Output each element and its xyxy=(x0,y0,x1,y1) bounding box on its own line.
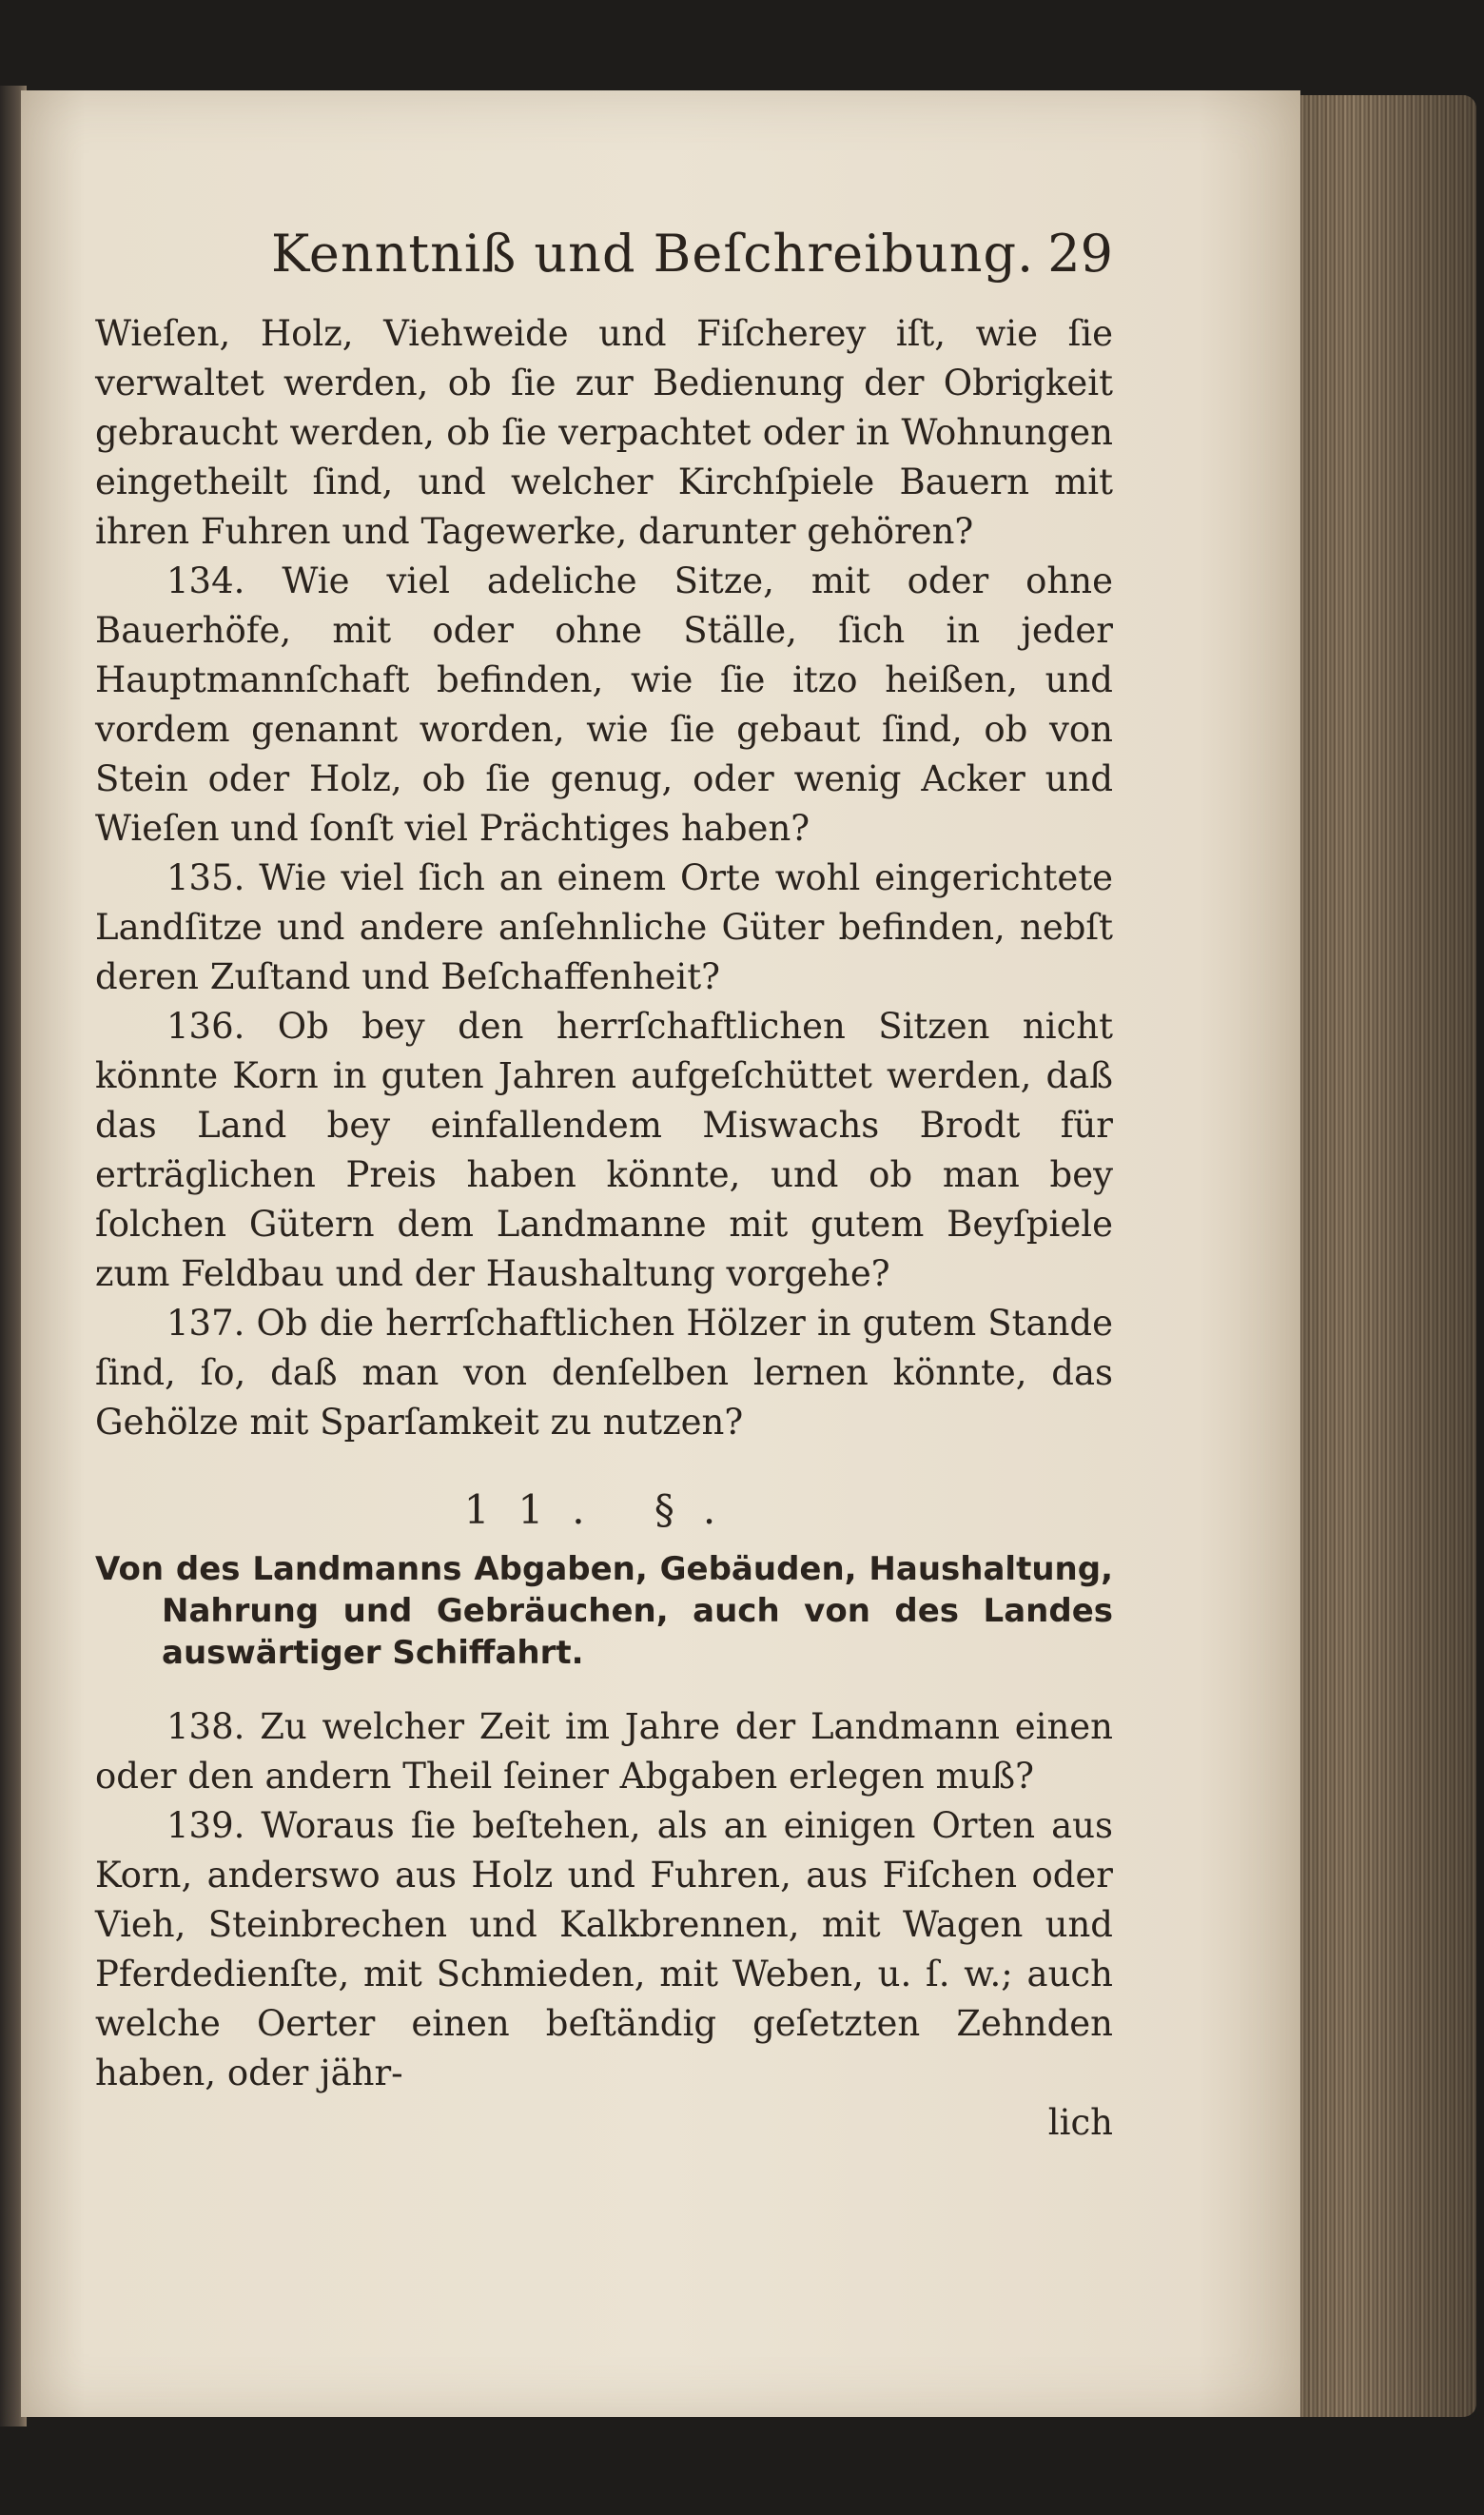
paragraph-134: 134. Wie viel adeliche Sitze, mit oder ohne Bauerhöfe, mit oder ohne Ställe, ſich in jeder Hauptmannſchaft befinden, wie ſie itzo heißen, und vordem genannt worden, wie ſie gebaut ſind, ob von Stein oder Holz, ob ſie genug, oder wenig Acker und Wieſen und ſonſt viel Prächtiges haben? xyxy=(95,560,1113,849)
paragraph-135: 135. Wie viel ſich an einem Orte wohl eingerichtete Landſitze und andere anſehnliche Güter befinden, nebſt deren Zuſtand und Beſchaffenheit? xyxy=(95,857,1113,997)
section-mark: 11. §. xyxy=(463,1486,745,1533)
catchword: lich xyxy=(1047,2102,1113,2143)
paragraph-133-continuation: Wieſen, Holz, Viehweide und Fiſcherey iſt, wie ſie verwaltet werden, ob ſie zur Bedienung der Obrigkeit gebraucht werden, ob ſie verpachtet oder in Wohnungen eingetheilt ſind, und welcher Kirchſpiele Bauern mit ihren Fuhren und Tagewerke, darunter gehören? xyxy=(95,313,1113,552)
paragraph-137: 137. Ob die herrſchaftlichen Hölzer in gutem Stande ſind, ſo, daß man von denſelben lernen könnte, das Gehölze mit Sparſamkeit zu nutzen? xyxy=(95,1303,1113,1443)
paragraph-139: 139. Woraus ſie beſtehen, als an einigen Orten aus Korn, anderswo aus Holz und Fuhren, aus Fiſchen oder Vieh, Steinbrechen und Kalkbrennen, mit Wagen und Pferdedienſte, mit Schmieden, mit Weben, u. ſ. w.; auch welche Oerter einen beſtändig geſetzten Zehnden haben, oder jähr- xyxy=(95,1805,1113,2093)
page-body xyxy=(95,309,1113,2148)
running-head: Kenntniß und Beſchreibung. xyxy=(271,224,1035,284)
page-header xyxy=(95,224,1113,290)
page-number: 29 xyxy=(1047,224,1113,284)
page-block-shadow xyxy=(1296,95,1476,2417)
paragraph-136: 136. Ob bey den herrſchaftlichen Sitzen nicht könnte Korn in guten Jahren aufgeſchüttet werden, daß das Land bey einfallendem Miswachs Brodt für erträglichen Preis haben könnte, und ob man bey ſolchen Gütern dem Landmanne mit gutem Beyſpiele zum Feldbau und der Haushaltung vorgehe? xyxy=(95,1006,1113,1294)
page-block-edge xyxy=(1296,95,1476,2417)
section-heading: Von des Landmanns Abgaben, Gebäuden, Haushaltung, Nahrung und Gebräuchen, auch von des Landes auswärtiger Schiffahrt. xyxy=(95,1550,1113,1672)
paragraph-138: 138. Zu welcher Zeit im Jahre der Landmann einen oder den andern Theil ſeiner Abgaben erlegen muß? xyxy=(95,1706,1113,1797)
